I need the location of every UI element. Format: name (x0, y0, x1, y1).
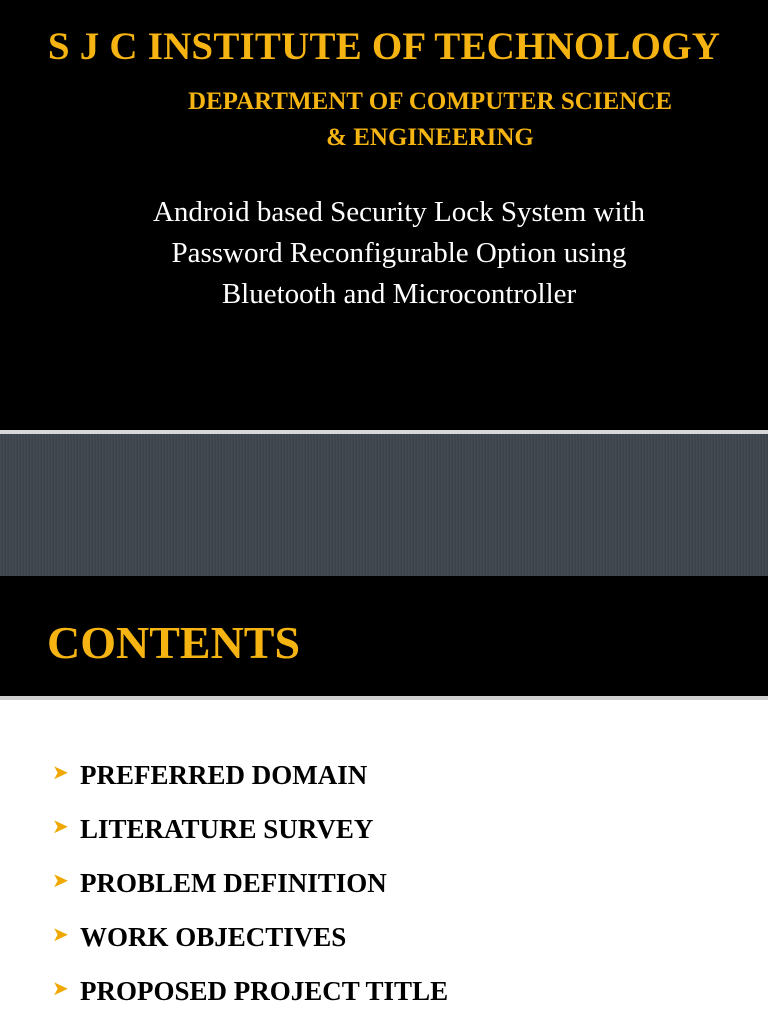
list-item (52, 910, 448, 964)
list-item-label: PROPOSED PROJECT TITLE (80, 975, 449, 1006)
arrow-bullet-icon: ➤ (52, 868, 69, 892)
list-item (52, 802, 448, 856)
title-slide (0, 0, 768, 430)
list-item-label: PROBLEM DEFINITION (80, 867, 387, 898)
list-item-label: LITERATURE SURVEY (80, 813, 374, 844)
project-title-line: Bluetooth and Microcontroller (221, 278, 577, 310)
project-title-line: Password Reconfigurable Option using (171, 237, 627, 269)
decorative-banner (0, 434, 768, 576)
title-bar-divider (0, 696, 768, 700)
list-item (52, 748, 448, 802)
arrow-bullet-icon: ➤ (52, 814, 69, 838)
department-line: DEPARTMENT OF COMPUTER SCIENCE (187, 88, 673, 115)
list-item-label: PREFERRED DOMAIN (80, 759, 368, 790)
arrow-bullet-icon: ➤ (52, 922, 69, 946)
list-item (52, 856, 448, 910)
department-name (130, 84, 730, 156)
list-item (52, 964, 448, 1018)
institute-name: S J C INSTITUTE OF TECHNOLOGY (47, 25, 721, 68)
arrow-bullet-icon: ➤ (52, 976, 69, 1000)
arrow-bullet-icon: ➤ (52, 760, 69, 784)
department-line: & ENGINEERING (326, 124, 534, 151)
contents-heading: CONTENTS (47, 617, 301, 668)
project-title (60, 192, 738, 315)
list-item-label: WORK OBJECTIVES (80, 921, 347, 952)
contents-list (52, 748, 448, 1018)
project-title-line: Android based Security Lock System with (152, 196, 646, 228)
